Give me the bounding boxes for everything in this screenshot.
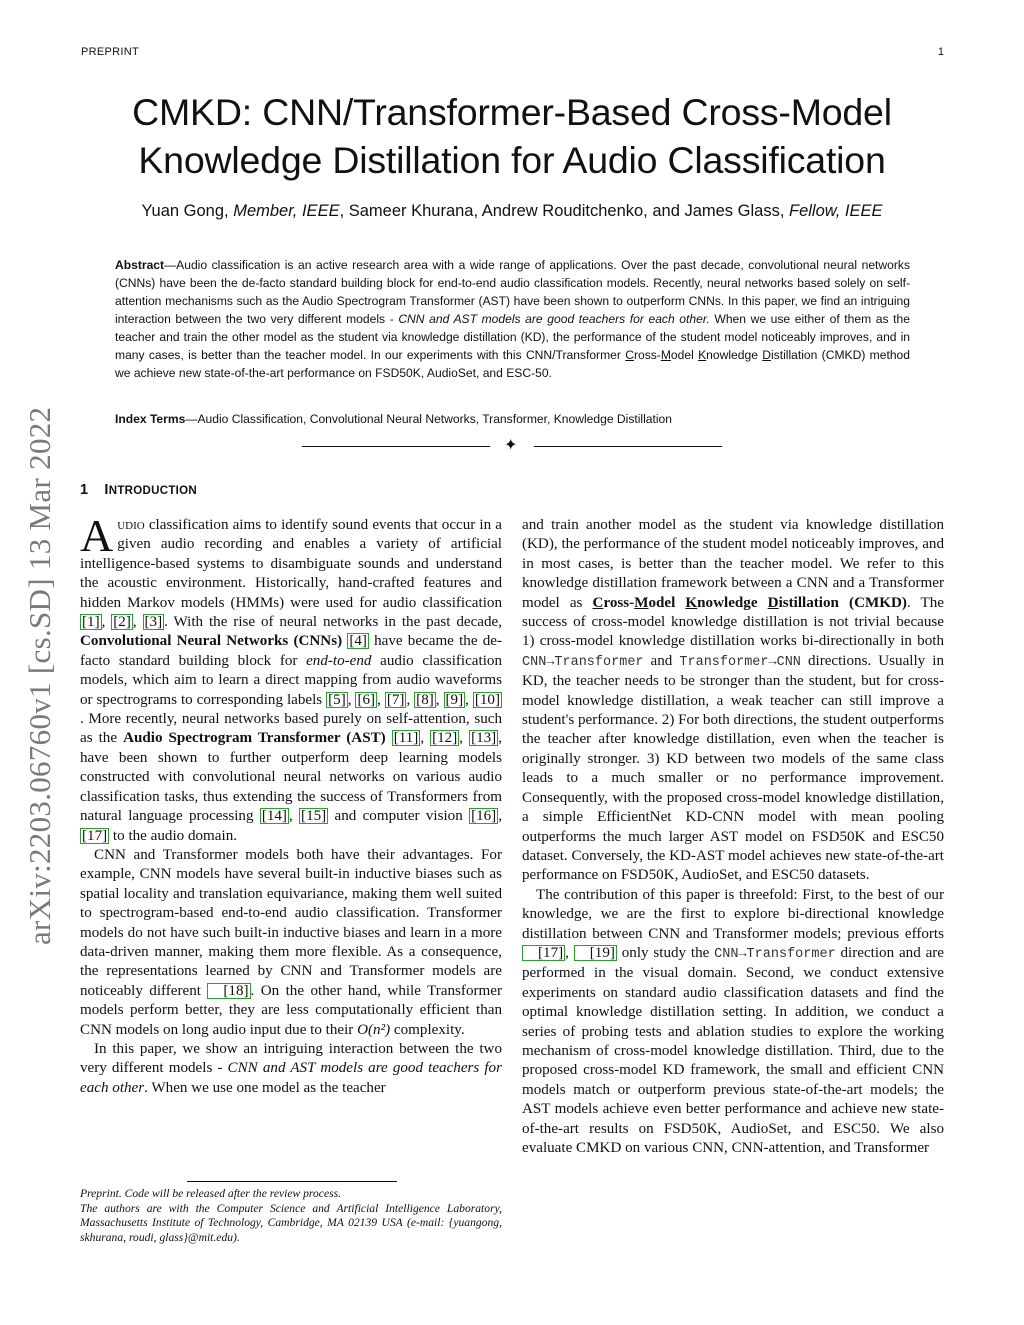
acronym-d: D [767,594,779,611]
citation-link[interactable]: [10] [474,691,501,708]
code-term: CNN→Transformer [714,946,836,962]
index-terms-label: Index Terms [115,412,186,426]
acronym-rest: nowledge [706,348,763,362]
citation-link[interactable]: [8] [416,691,434,708]
text: , [435,691,444,708]
section-number: 1 [80,482,89,498]
text: , [132,614,143,631]
running-head: PREPRINT [81,46,140,58]
abstract-text-2: When we use either of them as the teacher and train the other model as the student via knowledge distillation (KD), the performance of the student model noticeably improves, and in many cases, is better than the teacher model. In our experiments with this CNN/Transformer [115,312,910,362]
italic-term: CNN and AST models are good teachers for each other [80,1060,502,1096]
citation-link[interactable]: [7] [386,691,405,708]
text: only study the [616,944,715,961]
acronym-rest: ross- [603,594,635,611]
author-4-role: Fellow, IEEE [789,202,883,220]
citation-link[interactable]: [9] [445,691,464,708]
divider-star-icon: ✦ [504,437,518,454]
text: and train another model as the student via knowledge distillation (KD), the performance of the student model noticeably improves, and in most cases, is better than the teacher model. We refer to this knowledge distillation framework between a CNN and a Transformer model as [522,517,944,611]
footnotes [80,1187,502,1245]
text: have became the de-facto standard building block for [80,633,502,669]
paragraph [80,846,502,1040]
abstract-italic: CNN and AST models are good teachers for each other. [398,312,710,326]
paragraph [522,886,944,1159]
code-term: Transformer→CNN [679,654,801,670]
text: . More recently, neural networks based purely on self-attention, such as the [80,711,502,747]
text: direction and are performed in the visual domain. Second, we conduct extensive experiments on standard audio classification datasets and find the optimal knowledge distillation setting. In addition, we conduct a series of probing tests and ablation studies to explore the working mechanism of cross-model knowledge distillation. Third, due to the proposed cross-model KD framework, the small and efficient CNN models match or outperform previous state-of-the-art models; the AST models achieve even better performance and achieve new state-of-the-art results on FSD50K, AudioSet, and ESC50. We also evaluate CMKD on various CNN, CNN-attention, and Transformer [522,944,945,1156]
text: classification aims to identify sound events that occur in a given audio recording and enables a variety of artificial intelligence-based systems to disambiguate sounds and understand the acoustic environment. Historically, hand-crafted features and hidden Markov models (HMMs) were used for audio classification [80,517,502,611]
section-title-rest: NTRODUCTION [108,485,197,497]
title-line-2: Knowledge Distillation for Audio Classification [138,139,886,181]
citation-link[interactable]: [17] [522,945,565,961]
citation-link[interactable]: [13] [471,730,497,747]
author-1: Yuan Gong, [141,202,234,220]
text: and [643,652,680,669]
section-divider [302,436,722,456]
abstract [115,256,910,382]
text: . With the rise of neural networks in the past decade, [164,614,503,631]
cmkd-term [593,595,907,611]
footnote-rule [187,1181,397,1182]
math-expression: O(n²) [357,1021,391,1038]
acronym-m: M [660,348,671,362]
citation-link[interactable]: [19] [574,945,617,961]
paragraph [80,510,503,846]
left-column [80,510,503,1098]
text: to the audio domain. [109,827,238,844]
text: , [101,614,112,631]
right-column [522,516,944,1158]
footnote-affiliation: The authors are with the Computer Science and Artificial Intelligence Laboratory, Massachusetts Institute of Technology, Cambridge, MA 02139 USA (e-mail: {yuangong, skhurana, roudi, glass}@mit.edu). [80,1201,502,1244]
paper-title [80,88,944,184]
text: , [565,944,574,961]
index-terms-text: —Audio Classification, Convolutional Neural Networks, Transformer, Knowledge Distillation [185,412,673,426]
paragraph [522,516,944,886]
citation-link[interactable]: [14] [261,808,287,825]
acronym-c: C [592,594,604,611]
abstract-text-3: istillation (CMKD) method we achieve new state-of-the-art performance on FSD50K, AudioSet, and ESC-50. [115,348,910,380]
author-list [80,202,944,221]
drop-cap: A [80,510,114,561]
index-terms [115,412,910,426]
text: , [288,808,300,825]
abstract-label: Abstract [115,258,165,272]
citation-link[interactable]: [1] [82,614,100,631]
divider-line-right [534,446,722,447]
italic-term: end-to-end [306,652,372,669]
citation-link[interactable]: [4] [349,633,367,650]
abstract-text: —Audio classification is an active research area with a wide range of applications. Over the past decade, convolutional neural networks (CNNs) have been the de-facto standard building block for end-to-end audio classification models. Recently, neural networks based solely on self-attention mechanisms such as the Audio Spectrogram Transformer (AST) have been shown to outperform CNNs. In this paper, we find an intriguing interaction between the two very different models - [115,258,910,326]
acronym-rest: nowledge [697,594,768,611]
citation-link[interactable]: [16] [471,808,497,825]
citation-link[interactable]: [12] [432,730,458,747]
acronym-k: K [685,594,698,611]
text: , [347,691,356,708]
text: , [377,691,385,708]
arxiv-stamp: arXiv:2203.06760v1 [cs.SD] 13 Mar 2022 [22,406,57,945]
title-line-1: CMKD: CNN/Transformer-Based Cross-Model [132,91,892,133]
paragraph [80,1040,502,1098]
acronym-d: D [762,348,771,362]
citation-link[interactable]: [17] [82,827,108,844]
acronym-rest: istillation (CMKD) [778,594,907,611]
citation-link[interactable]: [2] [113,614,131,631]
text: , [465,691,473,708]
citation-link[interactable]: [11] [393,730,419,747]
section-heading [80,482,197,498]
text: The contribution of this paper is threefold: First, to the best of our knowledge, we are the first to explore bi-directional knowledge distillation between CNN and Transformer models; previous efforts [522,886,944,942]
footnote-preprint: Preprint. Code will be released after the review process. [80,1187,342,1200]
text: complexity. [390,1021,465,1038]
citation-link[interactable]: [6] [357,691,376,708]
text: , [406,691,415,708]
acronym-rest: odel [670,348,699,362]
small-caps-text: udio [117,517,145,533]
text: . On the other hand, while Transformer models perform better, they are less computationally efficient than CNN models on long audio input due to their [80,982,502,1038]
citation-link[interactable]: [18] [207,983,250,999]
text: , have been shown to further outperform deep learning models constructed with convolutional neural networks on various audio classification tasks, thus extending the success of Transformers from natural language processing [80,730,502,825]
text: and computer vision [328,808,470,825]
author-1-role: Member, IEEE [233,202,340,220]
text: In this paper, we show an intriguing interaction between the two very different models - [80,1040,502,1077]
text: , [459,730,470,747]
text: , [498,808,502,825]
acronym-rest: ross- [633,348,661,362]
author-middle: , Sameer Khurana, Andrew Rouditchenko, and James Glass, [339,202,789,220]
text: directions. Usually in KD, the teacher needs to be stronger than the student, but for cross-model knowledge distillation, a weak teacher can still improve a student's performance. 2) For both directions, the student outperforms the teacher after knowledge distillation, even when the teacher is originally stronger. 3) KD between two models of the same class leads to a much smaller or no performance improvement. Consequently, with the proposed cross-model knowledge distillation, a simple EfficientNet KD-CNN model with mean pooling outperforms the much larger AST model on FSD50K and ESC50 dataset. Conversely, the KD-AST model achieves new state-of-the-art performance on FSD50K, AudioSet, and ESC50 datasets. [522,652,944,884]
text: . When we use one model as the teacher [144,1079,386,1096]
code-term: CNN→Transformer [522,654,644,670]
text: , [420,730,431,747]
section-title-initial: I [104,482,109,498]
acronym-rest: odel [648,594,676,611]
divider-line-left [302,446,490,447]
citation-link[interactable]: [5] [328,691,346,708]
text: . The success of cross-model knowledge distillation is not trivial because 1) cross-model knowledge distillation works bi-directionally in both [522,594,944,650]
acronym-k: K [698,348,707,362]
acronym-m: M [634,594,649,611]
bold-term: Audio Spectrogram Transformer (AST) [123,730,386,747]
page-number: 1 [937,46,944,58]
citation-link[interactable]: [3] [144,614,163,631]
acronym-c: C [625,348,634,362]
citation-link[interactable]: [15] [301,808,327,825]
text: CNN and Transformer models both have their advantages. For example, CNN models have several built-in inductive biases such as spatial locality and translation equivariance, making them well suited to spectrogram-based end-to-end audio classification. Transformer models do not have such built-in inductive biases and learn in a more data-driven manner, making them more flexible. As a consequence, the representations learned by CNN and Transformer models are noticeably different [80,846,502,999]
text: audio classification models, which aim to learn a direct mapping from audio waveforms or spectrograms to corresponding labels [80,652,502,708]
bold-term: Convolutional Neural Networks (CNNs) [80,633,343,650]
